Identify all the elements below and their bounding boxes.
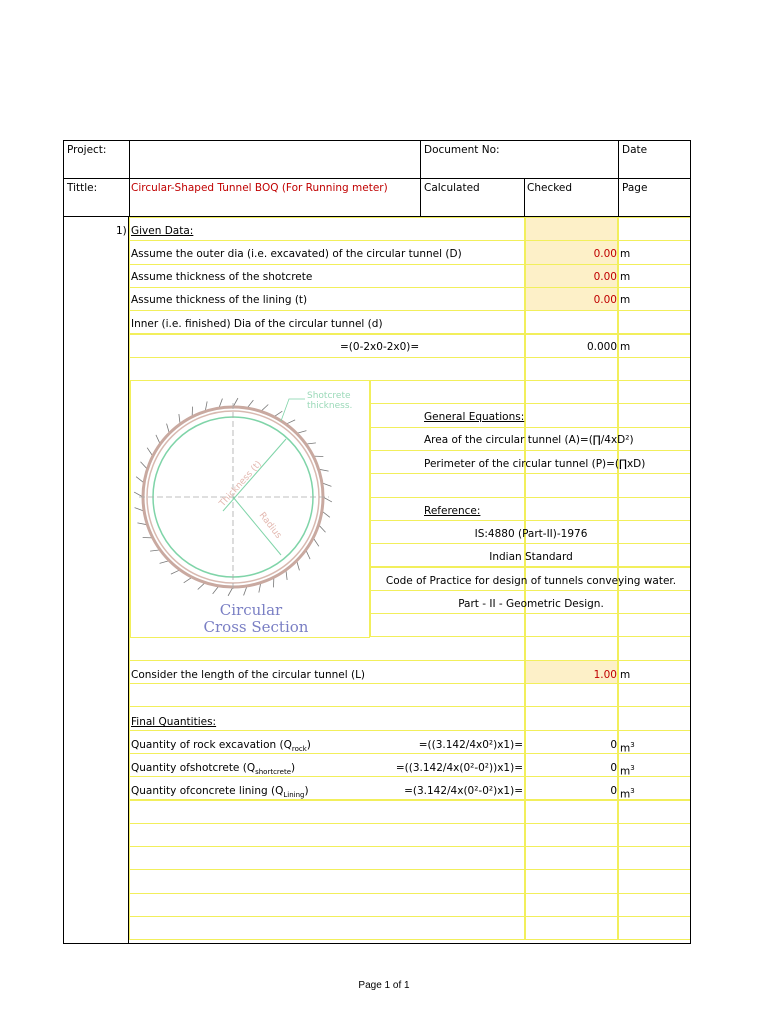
inner-dia-value: 0.000 [586,341,617,353]
lining-quantity-formula: =(3.142/4x(0²-0²)x1)= [404,785,523,797]
perimeter-equation: Perimeter of the circular tunnel (P)=(∏xD) [424,458,646,470]
figure-caption-line1: Circular [219,601,283,619]
grid-cell [525,473,618,497]
lining-quantity-unit: $m^3$ [620,787,635,801]
lining-quantity-value: 0 [610,785,617,797]
grid-cell [525,497,618,521]
given-data-title: Given Data: [131,225,194,237]
circular-cross-section-figure [130,380,370,638]
grid-cell [129,893,525,917]
rock-excavation-value: 0 [610,739,617,751]
grid-cell [129,683,525,707]
rock-excavation-formula: =((3.142/4x0²)x1)= [418,739,523,751]
inner-dia-label: Inner (i.e. finished) Dia of the circular tunnel (d) [131,318,383,330]
outer-dia-unit: m [620,248,631,260]
shotcrete-thickness-value[interactable]: 0.00 [593,271,617,283]
shotcrete-label-2: thickness. [307,401,353,411]
shotcrete-label-1: Shotcrete [307,391,351,401]
shotcrete-leader-line [281,399,305,421]
general-equations-title: General Equations: [424,411,525,423]
grid-cell [525,706,618,730]
grid-cell [525,357,618,381]
lining-thickness-label: Assume thickness of the lining (t) [131,294,308,306]
grid-cell [129,800,525,824]
reference-code: IS:4880 (Part-II)-1976 [474,528,588,540]
grid-cell [618,217,691,241]
checked-label: Checked [527,182,573,194]
inner-dia-unit: m [620,341,631,353]
grid-cell [525,800,618,824]
grid-cell [618,636,691,660]
inner-dia-formula: =(0-2x0-2x0)= [340,341,420,353]
grid-cell [525,823,618,847]
grid-cell [618,683,691,707]
grid-cell [129,846,525,870]
outer-dia-label: Assume the outer dia (i.e. excavated) of the circular tunnel (D) [131,248,462,260]
tunnel-section-diagram [131,381,369,637]
grid-cell [525,869,618,893]
reference-title: Reference: [424,505,481,517]
grid-cell [129,334,525,358]
grid-cell [525,916,618,940]
grid-cell [618,403,691,427]
grid-cell [618,706,691,730]
section-number: 1) [116,225,127,237]
grid-cell [129,823,525,847]
page-footer: Page 1 of 1 [358,980,410,991]
project-label: Project: [67,144,107,156]
lining-thickness-unit: m [620,294,631,306]
calculated-label: Calculated [424,182,480,194]
reference-practice: Code of Practice for design of tunnels conveying water. [385,575,677,587]
grid-cell [525,310,618,334]
lining-thickness-value[interactable]: 0.00 [593,294,617,306]
header-divider [64,178,690,179]
grid-cell [618,893,691,917]
grid-cell [618,846,691,870]
grid-cell [129,916,525,940]
grid-cell [525,683,618,707]
grid-cell [129,357,525,381]
grid-cell [618,497,691,521]
boq-sheet [63,140,691,944]
shotcrete-thickness-unit: m [620,271,631,283]
radius-label: Radius [256,510,284,541]
thickness-label: Thickness (t) [217,459,264,510]
figure-caption-line2: Cross Section [203,618,309,636]
grid-cell [618,916,691,940]
lining-quantity-label: Quantity ofconcrete lining $(Q_{Lining})$ [131,785,309,800]
grid-cell [129,869,525,893]
grid-cell [618,613,691,637]
reference-standard: Indian Standard [489,551,573,563]
final-quantities-title: Final Quantities: [131,716,217,728]
grid-cell [618,310,691,334]
shotcrete-quantity-value: 0 [610,762,617,774]
grid-cell [618,357,691,381]
shotcrete-thickness-label: Assume thickness of the shotcrete [131,271,313,283]
grid-cell [618,869,691,893]
shotcrete-quantity-label: Quantity ofshotcrete $(Q_{shortcrete})$ [131,762,296,777]
shotcrete-quantity-formula: =((3.142/4x(0²-0²))x1)= [395,762,523,774]
length-label: Consider the length of the circular tunnel (L) [131,669,366,681]
grid-cell [618,800,691,824]
title-value: Circular-Shaped Tunnel BOQ (For Running meter) [131,182,388,194]
reference-part: Part - II - Geometric Design. [458,598,604,610]
grid-cell [525,846,618,870]
grid-cell [618,380,691,404]
title-label: Tittle: [67,182,98,194]
date-label: Date [622,144,648,156]
rock-excavation-unit: $m^3$ [620,741,635,755]
length-unit: m [620,669,631,681]
grid-cell [525,613,618,637]
grid-cell [129,636,525,660]
grid-cell [525,403,618,427]
grid-cell [618,823,691,847]
page-label: Page [622,182,648,194]
document-no-label: Document No: [424,144,500,156]
outer-dia-value[interactable]: 0.00 [593,248,617,260]
area-equation: Area of the circular tunnel (A)=(∏/4xD²) [424,434,634,446]
shotcrete-quantity-unit: $m^3$ [620,764,635,778]
grid-cell [525,380,618,404]
grid-cell [525,217,618,241]
length-value[interactable]: 1.00 [593,669,617,681]
grid-cell [525,636,618,660]
rock-excavation-label: Quantity of rock excavation $(Q_{rock})$ [131,739,311,754]
grid-cell [618,473,691,497]
grid-cell [525,893,618,917]
